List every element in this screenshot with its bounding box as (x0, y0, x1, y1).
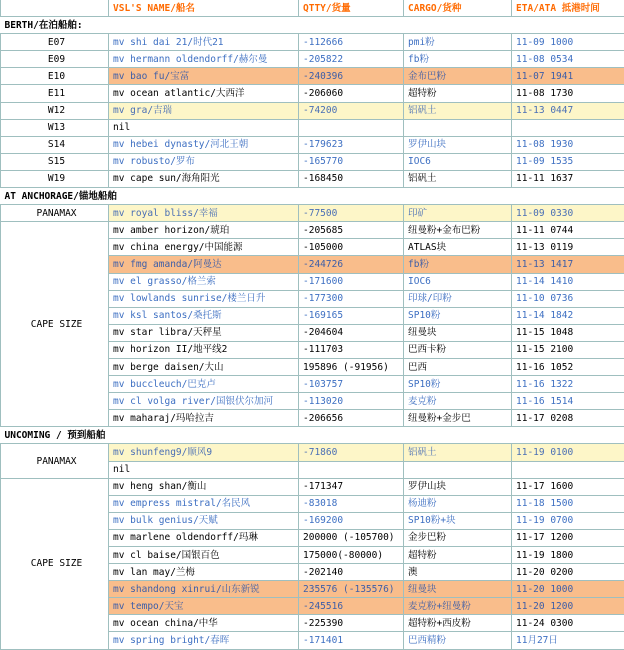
berth-position: E07 (1, 34, 109, 51)
cargo-quantity: -83018 (299, 495, 404, 512)
eta-time: 11-19 0700 (512, 512, 624, 529)
vessel-name: mv ocean china/中华 (109, 615, 299, 632)
vessel-size-group: PANAMAX (1, 444, 109, 478)
cargo-quantity: -206060 (299, 85, 404, 102)
berth-position: S14 (1, 136, 109, 153)
cargo-quantity: -177300 (299, 290, 404, 307)
eta-time: 11月27日 (512, 632, 624, 649)
cargo-type: SP10粉+块 (404, 512, 512, 529)
eta-time: 11-09 1535 (512, 153, 624, 170)
vessel-name: mv marlene oldendorff/玛琳 (109, 529, 299, 546)
cargo-quantity: -205685 (299, 222, 404, 239)
cargo-type: 纽曼块 (404, 324, 512, 341)
section-title: AT ANCHORAGE/锚地船舶 (1, 188, 624, 205)
vessel-row (1, 222, 624, 239)
section-title: BERTH/在泊船舶: (1, 17, 624, 34)
vessel-row (1, 34, 624, 51)
eta-time: 11-20 1200 (512, 598, 624, 615)
eta-time: 11-20 1000 (512, 581, 624, 598)
vessel-row (1, 51, 624, 68)
berth-position: E09 (1, 51, 109, 68)
vessel-name: nil (109, 119, 299, 136)
cargo-quantity: -169165 (299, 307, 404, 324)
vessel-name: mv maharaj/玛哈拉吉 (109, 410, 299, 427)
header-eta: ETA/ATA 抵港时间 (512, 0, 624, 17)
cargo-quantity: -204604 (299, 324, 404, 341)
eta-time: 11-17 0208 (512, 410, 624, 427)
vessel-name: mv lowlands sunrise/楼兰日升 (109, 290, 299, 307)
cargo-type: 铝矾土 (404, 444, 512, 461)
cargo-type: 巴西精粉 (404, 632, 512, 649)
vessel-name: mv empress mistral/名民风 (109, 495, 299, 512)
cargo-type: 巴西 (404, 358, 512, 375)
vessel-name: mv shunfeng9/顺风9 (109, 444, 299, 461)
cargo-type: IOC6 (404, 273, 512, 290)
vessel-row (1, 136, 624, 153)
cargo-quantity: -171347 (299, 478, 404, 495)
vessel-name: mv horizon II/地平线2 (109, 341, 299, 358)
cargo-quantity: -71860 (299, 444, 404, 461)
cargo-type: pmi粉 (404, 34, 512, 51)
cargo-type: 罗伊山块 (404, 136, 512, 153)
cargo-quantity: -205822 (299, 51, 404, 68)
eta-time: 11-13 0119 (512, 239, 624, 256)
vessel-name: mv ocean atlantic/大西洋 (109, 85, 299, 102)
vessel-name: mv berge daisen/大山 (109, 358, 299, 375)
berth-position: W13 (1, 119, 109, 136)
eta-time: 11-19 0100 (512, 444, 624, 461)
cargo-type: SP10粉 (404, 376, 512, 393)
vessel-name: mv spring bright/春晖 (109, 632, 299, 649)
vessel-size-group: PANAMAX (1, 205, 109, 222)
vessel-row (1, 444, 624, 461)
cargo-type: 纽曼块 (404, 581, 512, 598)
eta-time: 11-08 0534 (512, 51, 624, 68)
cargo-quantity: -165770 (299, 153, 404, 170)
vessel-name: mv cape sun/海角阳光 (109, 170, 299, 187)
eta-time: 11-19 1800 (512, 547, 624, 564)
cargo-type: SP10粉 (404, 307, 512, 324)
cargo-quantity: -74200 (299, 102, 404, 119)
cargo-quantity: 175000(-80000) (299, 547, 404, 564)
vessel-name: mv shandong xinrui/山东新锐 (109, 581, 299, 598)
eta-time: 11-17 1200 (512, 529, 624, 546)
cargo-type: 超特粉 (404, 547, 512, 564)
berth-position: S15 (1, 153, 109, 170)
vessel-name: mv china energy/中国能源 (109, 239, 299, 256)
vessel-row (1, 170, 624, 187)
cargo-quantity (299, 461, 404, 478)
cargo-quantity: -171600 (299, 273, 404, 290)
cargo-quantity: -112666 (299, 34, 404, 51)
eta-time: 11-07 1941 (512, 68, 624, 85)
header-cargo: CARGO/货种 (404, 0, 512, 17)
cargo-type: 麦克粉 (404, 393, 512, 410)
cargo-type: 印球/印粉 (404, 290, 512, 307)
eta-time: 11-08 1730 (512, 85, 624, 102)
vessel-name: mv hermann oldendorff/赫尔曼 (109, 51, 299, 68)
cargo-quantity: 200000 (-105700) (299, 529, 404, 546)
header-row (1, 0, 624, 17)
section-header-row (1, 427, 624, 444)
vessel-name: mv ksl santos/桑托斯 (109, 307, 299, 324)
vessel-name: mv gra/吉瑞 (109, 102, 299, 119)
vessel-size-group: CAPE SIZE (1, 222, 109, 427)
cargo-quantity: -206656 (299, 410, 404, 427)
cargo-type: 超特粉 (404, 85, 512, 102)
vessel-name: mv lan may/兰梅 (109, 564, 299, 581)
vessel-name: nil (109, 461, 299, 478)
cargo-type: ATLAS块 (404, 239, 512, 256)
eta-time (512, 119, 624, 136)
cargo-type: 印矿 (404, 205, 512, 222)
section-header-row (1, 188, 624, 205)
cargo-type: IOC6 (404, 153, 512, 170)
vessel-name: mv hebei dynasty/河北王朝 (109, 136, 299, 153)
cargo-type: 巴西卡粉 (404, 341, 512, 358)
eta-time: 11-14 1410 (512, 273, 624, 290)
cargo-type: 铝矾土 (404, 102, 512, 119)
cargo-type: fb粉 (404, 51, 512, 68)
cargo-quantity: -202140 (299, 564, 404, 581)
vessel-name: mv shi dai 21/时代21 (109, 34, 299, 51)
cargo-type: 麦克粉+纽曼粉 (404, 598, 512, 615)
eta-time: 11-14 1842 (512, 307, 624, 324)
eta-time: 11-13 1417 (512, 256, 624, 273)
eta-time: 11-15 1048 (512, 324, 624, 341)
cargo-quantity: -169200 (299, 512, 404, 529)
eta-time: 11-15 2100 (512, 341, 624, 358)
eta-time: 11-13 0447 (512, 102, 624, 119)
eta-time: 11-11 0744 (512, 222, 624, 239)
vessel-name: mv star libra/天秤星 (109, 324, 299, 341)
cargo-type (404, 119, 512, 136)
cargo-type (404, 461, 512, 478)
eta-time: 11-16 1514 (512, 393, 624, 410)
vessel-name: mv el grasso/格兰索 (109, 273, 299, 290)
vessel-name: mv buccleuch/巴克卢 (109, 376, 299, 393)
vessel-row (1, 205, 624, 222)
eta-time: 11-08 1930 (512, 136, 624, 153)
eta-time: 11-09 1000 (512, 34, 624, 51)
vessel-name: mv cl baise/国银百色 (109, 547, 299, 564)
berth-position: W19 (1, 170, 109, 187)
cargo-type: fb粉 (404, 256, 512, 273)
vessel-row (1, 102, 624, 119)
header-quantity: QTTY/货量 (299, 0, 404, 17)
cargo-quantity: -245516 (299, 598, 404, 615)
cargo-type: 纽曼粉+金步巴 (404, 410, 512, 427)
cargo-type: 澳 (404, 564, 512, 581)
vessel-name: mv cl volga river/国银伏尔加河 (109, 393, 299, 410)
header-position (1, 0, 109, 17)
eta-time: 11-16 1322 (512, 376, 624, 393)
cargo-type: 纽曼粉+金布巴粉 (404, 222, 512, 239)
cargo-quantity: -103757 (299, 376, 404, 393)
vessel-name: mv bao fu/宝富 (109, 68, 299, 85)
cargo-type: 杨迪粉 (404, 495, 512, 512)
section-title: UNCOMING / 预到船舶 (1, 427, 624, 444)
vessel-row (1, 478, 624, 495)
header-vessel-name: VSL'S NAME/船名 (109, 0, 299, 17)
cargo-type: 金步巴粉 (404, 529, 512, 546)
berth-position: W12 (1, 102, 109, 119)
vessel-row (1, 85, 624, 102)
cargo-type: 金布巴粉 (404, 68, 512, 85)
eta-time: 11-10 0736 (512, 290, 624, 307)
cargo-quantity: -105000 (299, 239, 404, 256)
vessel-size-group: CAPE SIZE (1, 478, 109, 649)
eta-time: 11-09 0330 (512, 205, 624, 222)
cargo-quantity: -111703 (299, 341, 404, 358)
cargo-quantity: -168450 (299, 170, 404, 187)
vessel-name: mv amber horizon/琥珀 (109, 222, 299, 239)
vessel-name: mv heng shan/衡山 (109, 478, 299, 495)
eta-time: 11-20 0200 (512, 564, 624, 581)
vessel-name: mv fmg amanda/阿曼达 (109, 256, 299, 273)
eta-time: 11-16 1052 (512, 358, 624, 375)
eta-time (512, 461, 624, 478)
cargo-quantity: -225390 (299, 615, 404, 632)
vessel-name: mv robusto/罗布 (109, 153, 299, 170)
cargo-quantity: -240396 (299, 68, 404, 85)
vessel-name: mv tempo/天宝 (109, 598, 299, 615)
cargo-quantity: 235576 (-135576) (299, 581, 404, 598)
cargo-quantity (299, 119, 404, 136)
section-header-row (1, 17, 624, 34)
cargo-type: 罗伊山块 (404, 478, 512, 495)
cargo-type: 超特粉+西皮粉 (404, 615, 512, 632)
vessel-row (1, 153, 624, 170)
vessel-name: mv royal bliss/幸福 (109, 205, 299, 222)
cargo-quantity: -113020 (299, 393, 404, 410)
cargo-type: 铝矾土 (404, 170, 512, 187)
eta-time: 11-18 1500 (512, 495, 624, 512)
eta-time: 11-17 1600 (512, 478, 624, 495)
berth-position: E10 (1, 68, 109, 85)
cargo-quantity: -77500 (299, 205, 404, 222)
berth-position: E11 (1, 85, 109, 102)
eta-time: 11-11 1637 (512, 170, 624, 187)
vessel-name: mv bulk genius/天赋 (109, 512, 299, 529)
vessel-row (1, 119, 624, 136)
vessel-row (1, 68, 624, 85)
cargo-quantity: -171401 (299, 632, 404, 649)
cargo-quantity: -179623 (299, 136, 404, 153)
cargo-quantity: -244726 (299, 256, 404, 273)
eta-time: 11-24 0300 (512, 615, 624, 632)
cargo-quantity: 195896 (-91956) (299, 358, 404, 375)
